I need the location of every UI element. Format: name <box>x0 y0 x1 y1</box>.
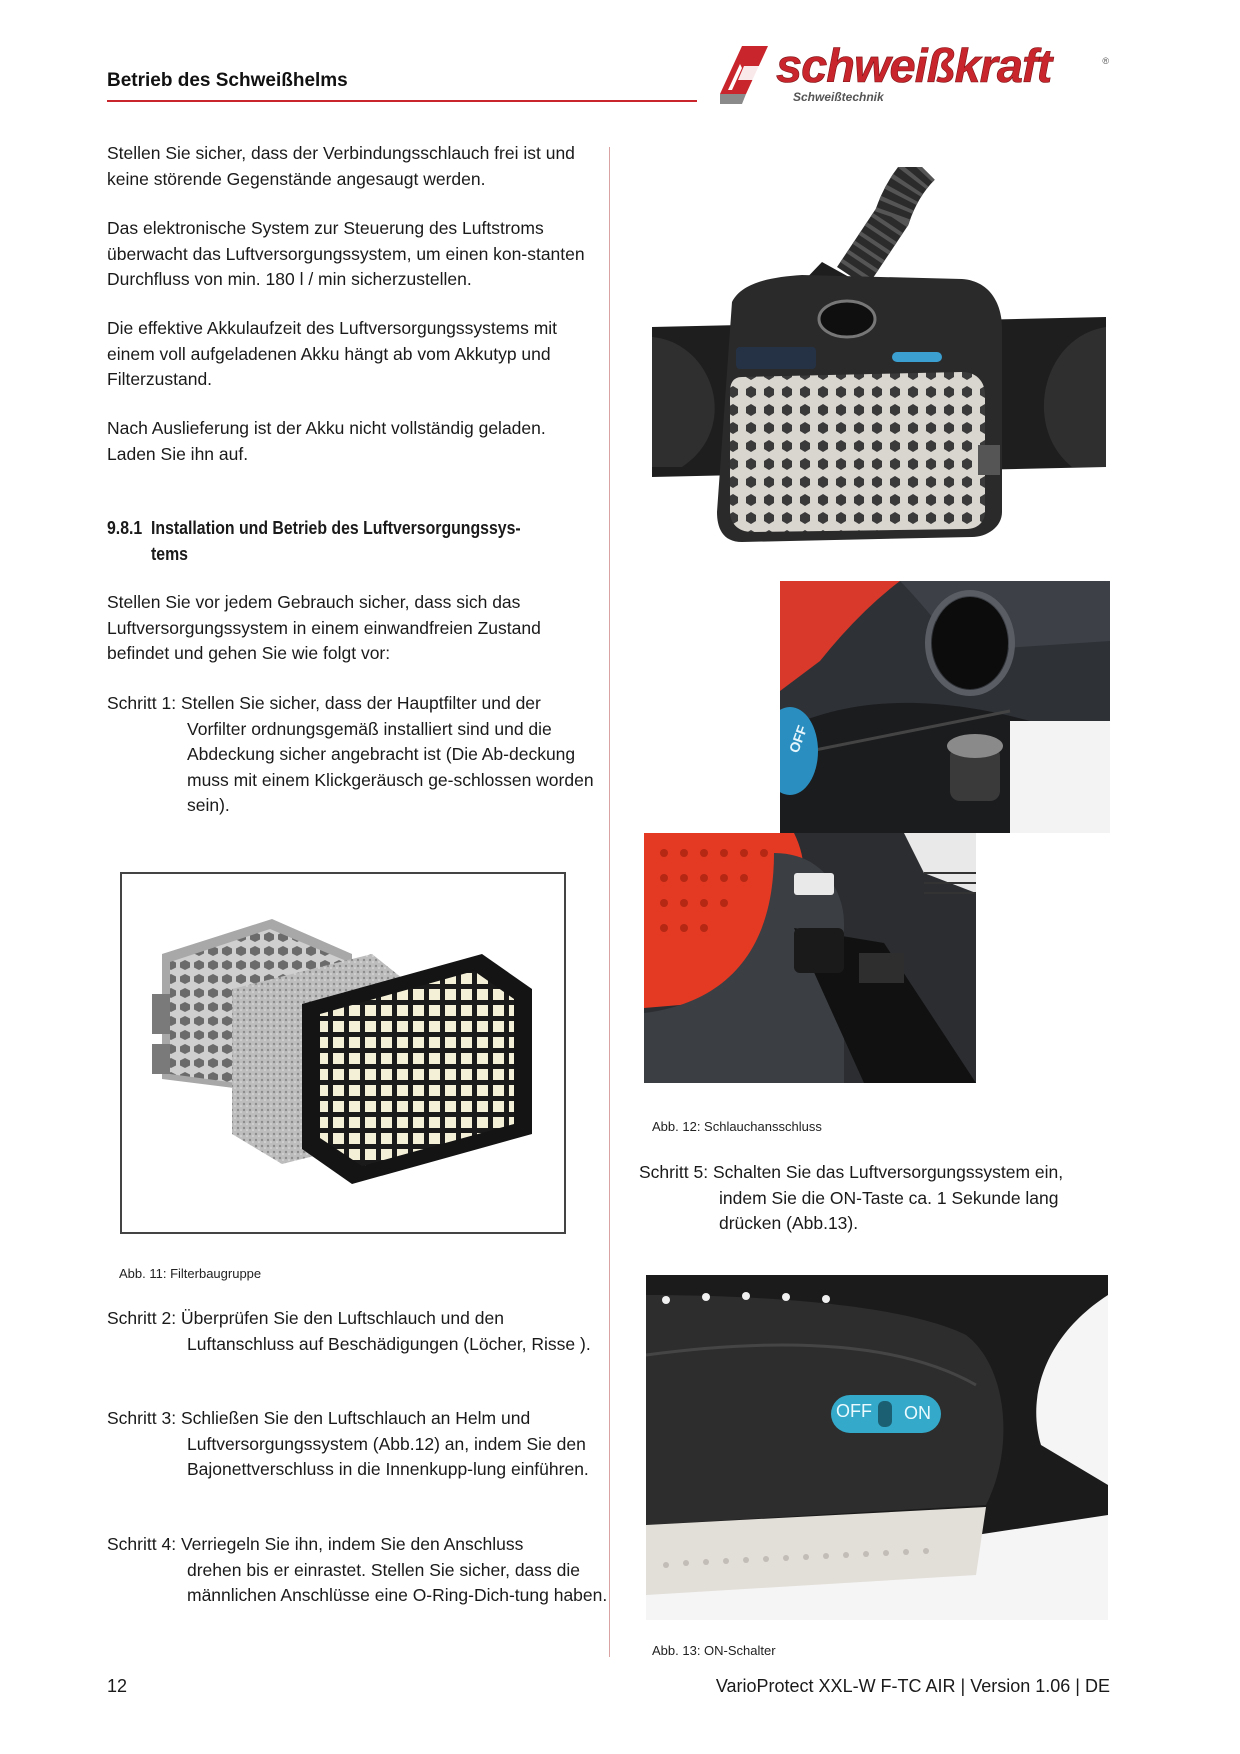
step-1-text: Vorfilter ordnungsgemäß installiert sind und die Abdeckung sicher angebracht ist (Die Ab-deckung muss mit einem Klickgeräusch ge-schlossen worden sein). <box>187 718 594 815</box>
subsection-number: 9.8.1 <box>107 518 143 538</box>
step-4 <box>107 1532 617 1609</box>
photo-air-socket <box>780 581 1110 833</box>
paragraph-before-use: Stellen Sie vor jedem Gebrauch sicher, dass sich das Luftversorgungssystem in einem einwandfreien Zustand befindet und gehen Sie wie folgt vor: <box>107 592 541 663</box>
step-1-label: Schritt 1: <box>107 693 177 713</box>
step-4-text: drehen bis er einrastet. Stellen Sie sicher, dass die männlichen Anschlüsse eine O-Ring-Dich-tung haben. <box>187 1559 608 1605</box>
logo-subtitle: Schweißtechnik <box>793 90 884 104</box>
header-rule <box>107 100 697 102</box>
paragraph-battery-runtime: Die effektive Akkulaufzeit des Luftversorgungssystems mit einem voll aufgeladenen Akku hängt ab vom Akkutyp und Filterzustand. <box>107 318 558 389</box>
side-off-label: OFF <box>785 723 811 755</box>
section-title: Betrieb des Schweißhelms <box>107 70 348 91</box>
step-5-label: Schritt 5: <box>639 1162 709 1182</box>
figure-filter-assembly <box>120 872 566 1234</box>
step-2 <box>107 1306 617 1357</box>
subsection-heading <box>107 515 538 567</box>
step-2-text: Luftanschluss auf Beschädigungen (Löcher, Risse ). <box>187 1333 591 1354</box>
step-3 <box>107 1406 617 1483</box>
brand-logo <box>720 39 1115 112</box>
paragraph-hose-free: Stellen Sie sicher, dass der Verbindungsschlauch frei ist und keine störende Gegenstände angesaugt werden. <box>107 143 575 189</box>
document-info: VarioProtect XXL-W F-TC AIR | Version 1.06 | DE <box>715 1676 1110 1696</box>
figure-13-caption: Abb. 13: ON-Schalter <box>652 1643 776 1658</box>
subsection-title-line2: tems <box>151 544 188 564</box>
step-2-first-line: Überprüfen Sie den Luftschlauch und den <box>180 1308 504 1328</box>
step-2-label: Schritt 2: <box>107 1308 177 1328</box>
logo-registered-mark: ® <box>1102 56 1109 66</box>
paragraph-battery-charge: Nach Auslieferung ist der Akku nicht vollständig geladen. Laden Sie ihn auf. <box>107 418 546 464</box>
step-5 <box>639 1160 1109 1237</box>
step-3-first-line: Schließen Sie den Luftschlauch an Helm und <box>180 1408 531 1428</box>
page-number: 12 <box>107 1676 128 1696</box>
logo-wordmark: schweißkraft <box>776 39 1052 92</box>
step-4-first-line: Verriegeln Sie ihn, indem Sie den Anschluss <box>180 1534 524 1554</box>
figure-12-caption: Abb. 12: Schlauchansschluss <box>652 1119 822 1134</box>
step-4-label: Schritt 4: <box>107 1534 177 1554</box>
switch-on-label: ON <box>904 1403 931 1423</box>
photo-hose-connection-top <box>652 167 1106 572</box>
switch-off-label: OFF <box>836 1401 872 1421</box>
step-5-first-line: Schalten Sie das Luftversorgungssystem ein, <box>712 1162 1064 1182</box>
figure-11-caption: Abb. 11: Filterbaugruppe <box>119 1266 262 1281</box>
photo-on-switch <box>646 1275 1108 1620</box>
photo-hose-attached <box>644 833 976 1083</box>
step-1-first-line: Stellen Sie sicher, dass der Hauptfilter und der <box>180 693 541 713</box>
paragraph-airflow-control: Das elektronische System zur Steuerung des Luftstroms überwacht das Luftversorgungssystem, um einen kon-stanten Durchfluss von min. 180 l / min sicherzustellen. <box>107 218 585 289</box>
step-3-label: Schritt 3: <box>107 1408 177 1428</box>
logo-mark-icon <box>720 46 780 108</box>
step-1 <box>107 691 617 819</box>
step-5-text: indem Sie die ON-Taste ca. 1 Sekunde lang drücken (Abb.13). <box>719 1187 1059 1233</box>
step-3-text: Luftversorgungssystem (Abb.12) an, indem Sie den Bajonettverschluss in die Innenkupp-lung einführen. <box>187 1433 589 1479</box>
subsection-title-line1: Installation und Betrieb des Luftversorgungssys- <box>151 518 521 538</box>
